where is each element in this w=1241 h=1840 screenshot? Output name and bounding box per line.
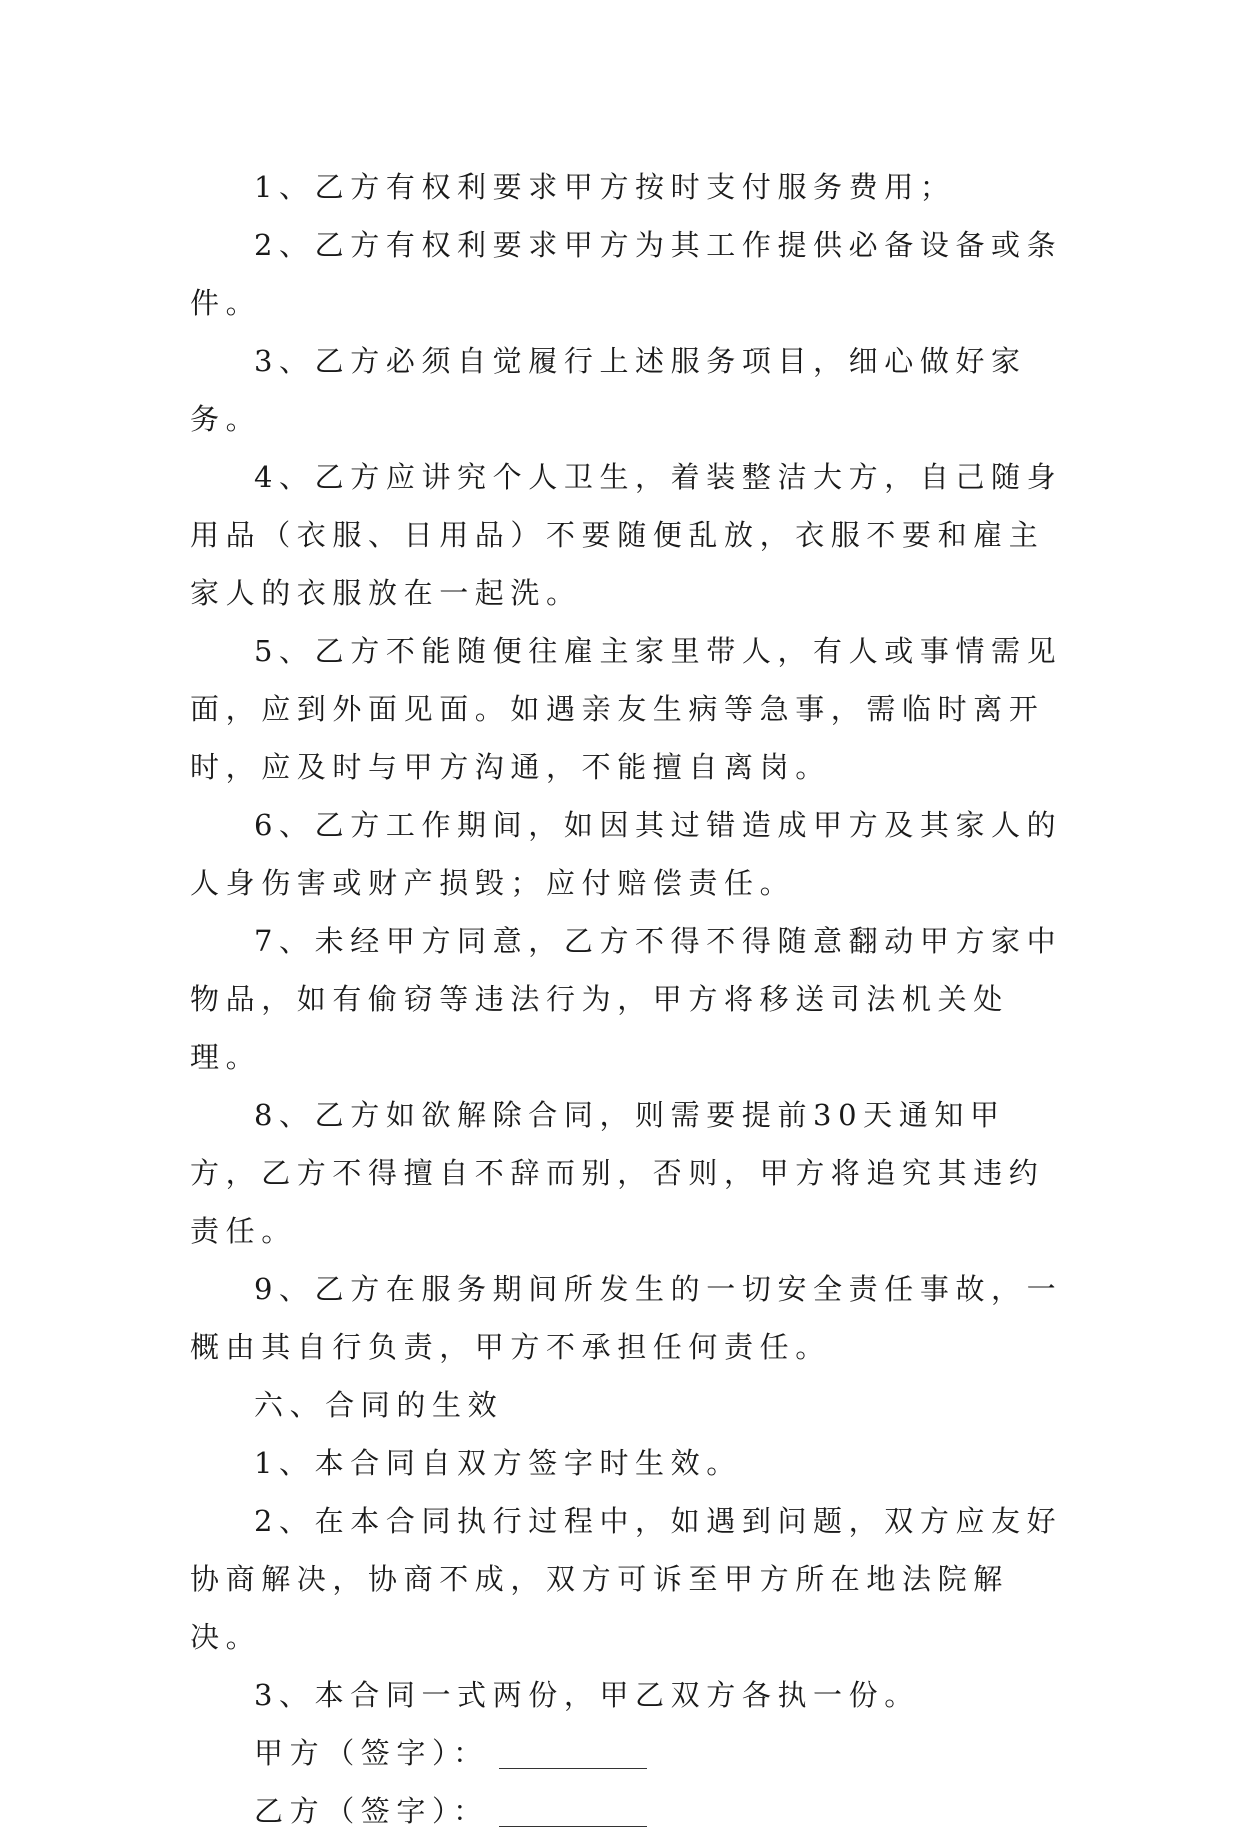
party-a-signature-line (499, 1768, 647, 1769)
clause-effect-1: 1、本合同自双方签字时生效。 (254, 1446, 742, 1480)
clause-b-6: 6、乙方工作期间，如因其过错造成甲方及其家人的人身伤害或财产损毁；应付赔偿责任。 (190, 808, 1063, 900)
party-a-signature-label: 甲方（签字）： (254, 1736, 489, 1770)
clause-b-3: 3、乙方必须自觉履行上述服务项目，细心做好家务。 (190, 344, 1027, 436)
section-heading-effect: 六、合同的生效 (254, 1388, 504, 1422)
document-body (190, 158, 1070, 1840)
clause-b-7: 7、未经甲方同意，乙方不得不得随意翻动甲方家中物品，如有偷窃等违法行为，甲方将移送司法机关处理。 (190, 924, 1063, 1074)
clause-b-8: 8、乙方如欲解除合同，则需要提前30天通知甲方，乙方不得擅自不辞而别，否则，甲方将追究其违约责任。 (190, 1098, 1045, 1248)
clause-b-5: 5、乙方不能随便往雇主家里带人，有人或事情需见面，应到外面见面。如遇亲友生病等急事，需临时离开时，应及时与甲方沟通，不能擅自离岗。 (190, 634, 1063, 784)
signature-row-party-b (190, 1782, 1070, 1840)
clause-b-9: 9、乙方在服务期间所发生的一切安全责任事故，一概由其自行负责，甲方不承担任何责任。 (190, 1272, 1063, 1364)
clause-b-4: 4、乙方应讲究个人卫生，着装整洁大方，自己随身用品（衣服、日用品）不要随便乱放，衣服不要和雇主家人的衣服放在一起洗。 (190, 460, 1063, 610)
party-b-signature-line (499, 1826, 647, 1827)
clause-b-1: 1、乙方有权利要求甲方按时支付服务费用； (254, 170, 956, 204)
clause-effect-3: 3、本合同一式两份，甲乙双方各执一份。 (254, 1678, 920, 1712)
party-b-signature-label: 乙方（签字）： (254, 1794, 489, 1828)
signature-row-party-a (190, 1724, 1070, 1782)
clause-effect-2: 2、在本合同执行过程中，如遇到问题，双方应友好协商解决，协商不成，双方可诉至甲方所在地法院解决。 (190, 1504, 1063, 1654)
clause-b-2: 2、乙方有权利要求甲方为其工作提供必备设备或条件。 (190, 228, 1063, 320)
